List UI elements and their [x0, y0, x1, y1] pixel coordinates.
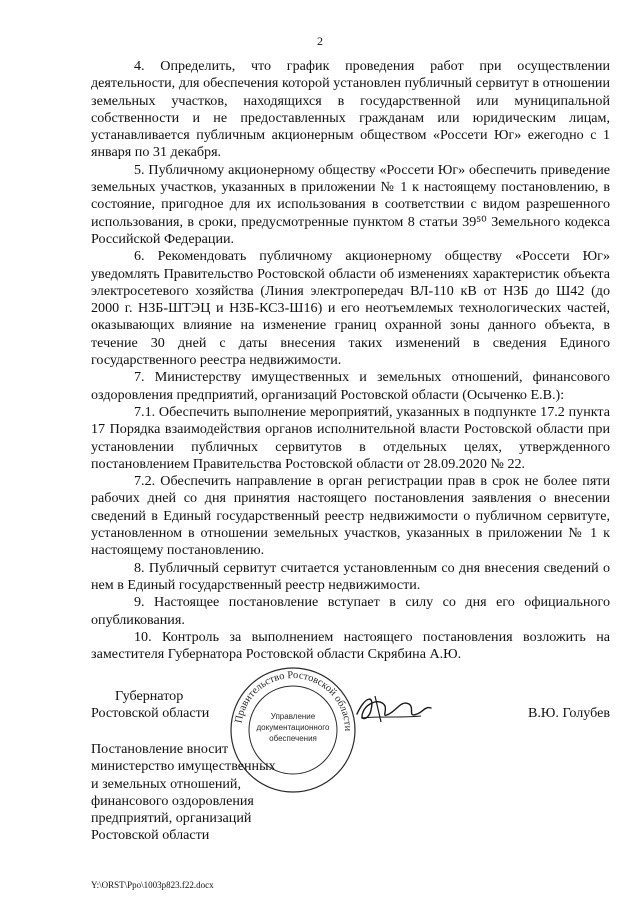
- paragraph-10: 10. Контроль за выполнением настоящего постановления возложить на заместителя Губернатора Ростовской области Скрябина А.Ю.: [91, 628, 610, 663]
- stamp-center-line: обеспечения: [269, 734, 317, 743]
- governor-title: [91, 688, 209, 723]
- submitted-by-line: предприятий, организаций: [91, 810, 252, 827]
- submitted-by-line: Постановление вносит: [91, 741, 229, 757]
- stamp-center-line: документационного: [256, 723, 330, 732]
- governor-title-line1: Губернатор: [115, 688, 184, 704]
- page-number: 2: [317, 34, 323, 48]
- submitted-by-line: министерство имущественных: [91, 758, 276, 775]
- paragraph-5: 5. Публичному акционерному обществу «Россети Юг» обеспечить приведение земельных участков, указанных в приложении № 1 к настоящему постановлению, в состояние, пригодное для их использования в соответствии с видом разрешенного использования, в сроки, предусмотренные пунктом 8 статьи 39⁵⁰ Земельного кодекса Российской Федерации.: [91, 161, 610, 247]
- handwritten-signature: [351, 688, 441, 728]
- paragraph-7: 7. Министерству имущественных и земельных отношений, финансового оздоровления предприятий, организаций Ростовской области (Осыченко Е.В.):: [91, 369, 610, 403]
- signer-name: В.Ю. Голубев: [527, 705, 610, 721]
- paragraph-4: 4. Определить, что график проведения работ при осуществлении деятельности, для обеспечения которой установлен публичный сервитут в отношении земельных участков, находящихся в государственной или муниципальной собственности и не предоставленных гражданам или юридическим лицам, устанавливается публичным акционерным обществом «Россети Юг» ежегодно с 1 января по 31 декабря.: [91, 58, 610, 161]
- submitted-by-line: финансового оздоровления: [91, 792, 254, 809]
- stamp-ring-text: Правительство Ростовской области: [233, 669, 354, 732]
- submitted-by-line: и земельных отношений,: [91, 775, 241, 792]
- paragraph-7-2: 7.2. Обеспечить направление в орган регистрации прав в срок не более пяти рабочих дней со дня принятия настоящего постановления заявления о внесении сведений в Единый государственный реестр недвижимости о публичном сервитуте, установленном в отношении земельных участков, указанных в приложении № 1 к настоящему постановлению.: [91, 473, 610, 559]
- document-body: [91, 58, 610, 663]
- paragraph-9: 9. Настоящее постановление вступает в силу со дня его официального опубликования.: [91, 594, 610, 628]
- file-path: Y:\ORST\Ppo\1003p823.f22.docx: [91, 880, 214, 890]
- governor-title-line2: Ростовской области: [91, 705, 210, 722]
- paragraph-8: 8. Публичный сервитут считается установленным со дня внесения сведений о нем в Единый государственный реестр недвижимости.: [91, 559, 610, 593]
- paragraph-6: 6. Рекомендовать публичному акционерному обществу «Россети Юг» уведомлять Правительство Ростовской области об изменениях характеристик объекта электросетевого хозяйства (Линия электропередач ВЛ-110 кВ от НЗБ до Ш42 (до 2000 г. НЗБ-ШТЭЦ и НЗБ-КС3-Ш16) и его неотъемлемых технологических частей, оказывающих влияние на изменение границ охранной зоны данного объекта, в течение 30 дней с даты внесения таких изменений в сведения Единого государственного реестра недвижимости.: [91, 248, 610, 369]
- official-stamp: [228, 665, 358, 795]
- stamp-center-line: Управление: [270, 712, 316, 721]
- paragraph-7-1: 7.1. Обеспечить выполнение мероприятий, указанных в подпункте 17.2 пункта 17 Порядка взаимодействия органов исполнительной власти Ростовской области при установлении публичных сервитутов в отдельных целях, утвержденного постановлением Правительства Ростовской области от 28.09.2020 № 22.: [91, 403, 610, 472]
- submitted-by-line: Ростовской области: [91, 827, 210, 844]
